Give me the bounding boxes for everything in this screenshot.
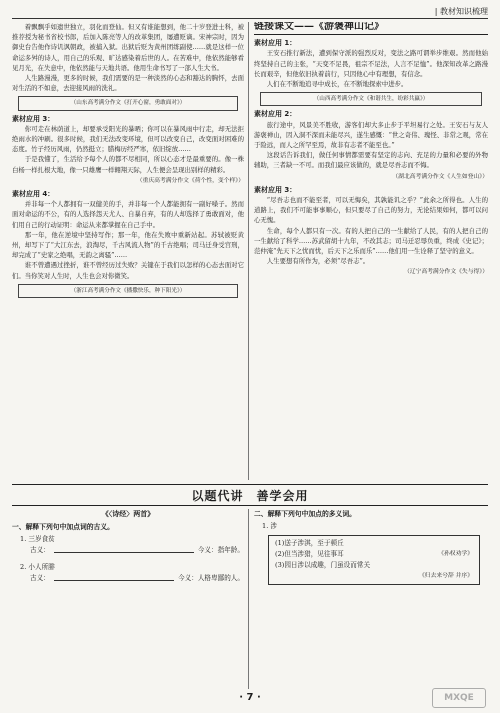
material-paragraph: 于是我懂了，生活给予每个人的都不尽相同，所以心态才是最重要的。像一株白杨一样扎根大地，像一只雄鹰一样翱翔天际，人生便会呈现出别样的精彩。 xyxy=(12,155,244,174)
answer-row xyxy=(30,573,244,584)
option-number: (1) xyxy=(275,539,285,547)
item-text: 三岁食贫 xyxy=(28,535,55,543)
item-number: 1. xyxy=(20,535,27,543)
material-paragraph: 旅行途中，风景美不胜收，游客们却大多止步于平坦易行之处。王安石与友人游褒禅山，因入洞不深而未能尽兴，遂生感慨：“世之奇伟、瑰怪、非常之观，常在于险远，而人之所罕至焉，故非有志者不能至也。” xyxy=(254,120,488,150)
section-band xyxy=(12,484,488,506)
option-text: 园日涉以成趣，门虽设而常关 xyxy=(284,561,371,569)
watermark-logo: MXQE xyxy=(432,688,486,708)
source-box: （山西高考满分作文《和谐共生，纷彩共赢》） xyxy=(260,92,482,106)
material-paragraph: “尽吾志也而不能至者，可以无悔矣，其孰能讥之乎？”此余之所得也。人生的道路上，我们不可能事事顺心，但只要尽了自己的努力，无论结果如何，都可以问心无愧。 xyxy=(254,196,488,225)
intro-paragraph: 着飘飘乎如遗世独立，羽化而登仙。但又有谁能想到，他二十岁登进士科，被推荐授为秘书省校书郎，后加入陈亮等人的改革集团，屡遭贬谪。宋神宗时，因为御史台告他作诗讥讽朝政，被捕入狱。出狱后贬为黄州团练副使……就是这样一位命运多舛的诗人，用自己的乐观、旷达感染着后世的人。在苦难中，他依然能够看见月光，在失意中，他依然能与天地共语。他用生命书写了一部人生大书。 xyxy=(12,23,244,72)
option-row xyxy=(275,560,473,571)
header-section-label: | 教材知识梳理 xyxy=(434,7,488,16)
material-label: 素材应用 1： xyxy=(254,39,297,48)
material-paragraph: 人生要想有所作为，必须“尽吾志”。 xyxy=(266,257,370,266)
option-row xyxy=(275,549,473,560)
section-title: 链接课文——《游褒禅山记》 xyxy=(254,22,488,35)
ancient-label: 古义： xyxy=(30,546,50,554)
polysemy-options xyxy=(268,535,480,585)
ancient-label: 古义： xyxy=(30,574,50,582)
option-number: (2) xyxy=(275,550,285,558)
material-paragraph: 生命，每个人都只有一次。有的人把自己的一生献给了人民，有的人把自己的一生献给了科学……苏武留胡十九年，不改其志；司马迁忍辱负重，终成《史记》；范仲淹“先天下之忧而忧，后天下之乐而乐”……他们用一生诠释了坚守的意义。 xyxy=(254,226,488,256)
header-rule xyxy=(12,18,488,19)
source-box: （山东高考满分作文《打开心窗，勇敢面对》） xyxy=(18,96,238,110)
material-label: 素材应用 2： xyxy=(254,110,297,119)
material-paragraph: 并非每一个人都拥有一双健美的手，并非每一个人都能拥有一副好嗓子。然而面对命运的不公，有的人选择怨天尤人、自暴自弃，有的人却选择了勇敢面对，他们用自己的行动证明：命运从来都掌握在自己手中。 xyxy=(12,200,244,229)
modern-meaning: 今义：指年龄。 xyxy=(197,546,244,554)
answer-row xyxy=(30,545,244,556)
polysemy-word: 1. 涉 xyxy=(262,522,277,530)
option-row xyxy=(275,538,473,549)
material-label: 素材应用 3： xyxy=(12,114,55,123)
source-tag: （湖北高考满分作文《人生如登山》） xyxy=(392,173,488,180)
exercise-part-label: 一、解释下列句中加点词的古义。 xyxy=(12,523,114,531)
intro-paragraph: 人生路漫漫，更多的时候，我们需要的是一种淡然的心态和豁达的胸怀，去面对生活的不如意，去迎接风雨的洗礼。 xyxy=(12,74,244,93)
source-box: （浙江高考满分作文《播撒快乐，种下阳光》） xyxy=(18,284,238,298)
material-paragraph: 人们在不断地追寻中成长，在不断地探索中进步。 xyxy=(266,80,408,89)
exercise-divider xyxy=(248,509,249,689)
material-paragraph: 你可走在林荫道上，却要承受阳光的暴晒；你可以在暴风雨中行走，却无法拒绝雨水的冲刷。很多时候，我们无法改变环境，但可以改变自己，改变面对困难的态度。竹子经历风雨，仍然挺立；腊梅历经严寒，依旧绽放…… xyxy=(12,124,244,154)
material-paragraph: 那一年，他在逆境中坚持写作；那一年，他在失败中重新站起。苏轼被贬黄州，却写下了“大江东去，浪淘尽，千古风流人物”的千古绝唱；司马迁身受宫刑，却完成了“史家之绝唱，无韵之离骚”…… xyxy=(12,230,244,260)
option-ref: 《归去来兮辞 并序》 xyxy=(418,573,473,579)
option-text: 送子涉淇，至于顿丘 xyxy=(284,539,344,547)
material-paragraph: 这段话告诉我们，做任何事情都需要有坚定的志向、充足的力量和必要的外物辅助，三者缺一不可。而我们最应该做的，就是尽吾志而不悔。 xyxy=(254,151,488,170)
exercise-item xyxy=(20,562,244,573)
exercise-left xyxy=(12,509,244,689)
item-number: 2. xyxy=(20,563,27,571)
source-tag: （重庆高考满分作文《荷个性，变个样》） xyxy=(136,177,244,184)
material-label: 素材应用 4： xyxy=(12,190,55,199)
right-column xyxy=(254,22,488,480)
exercise-part-label: 二、解释下列句中加点的多义词。 xyxy=(254,510,356,518)
option-row xyxy=(275,571,473,582)
material-paragraph: 谁不曾遭遇过挫折，谁不曾经历过失败？关键在于我们以怎样的心态去面对它们。当你笑对人生时，人生也会对你微笑。 xyxy=(12,261,244,280)
exercise-right xyxy=(254,509,488,689)
exercise-item xyxy=(20,534,244,545)
material-label: 素材应用 3： xyxy=(254,185,297,194)
band-title: 以题代讲 善学会用 xyxy=(191,488,309,503)
modern-meaning: 今义：人格卑鄙的人。 xyxy=(178,574,244,582)
answer-blank[interactable] xyxy=(54,545,194,553)
item-text: 小人所腓 xyxy=(28,563,55,571)
source-tag: （辽宁高考满分作文《失与得》） xyxy=(403,269,488,276)
material-paragraph: 王安石推行新法，遭到保守派的强烈反对，变法之路可谓举步维艰。然而他始终坚持自己的主张，“天变不足畏，祖宗不足法，人言不足恤”。他深知改革之路漫长而艰辛，但他依旧执着前行，只因他心中有理想，有信念。 xyxy=(254,49,488,78)
option-number: (3) xyxy=(275,561,285,569)
exercise-title: 《〈诗经〉两首》 xyxy=(101,510,155,518)
column-divider xyxy=(248,22,249,480)
option-ref: 《孙权劝学》 xyxy=(438,551,473,557)
answer-blank[interactable] xyxy=(54,573,174,581)
option-text: 但当涉猎，见往事耳 xyxy=(284,550,344,558)
page-number: · 7 · xyxy=(239,692,261,703)
left-column xyxy=(12,22,244,480)
